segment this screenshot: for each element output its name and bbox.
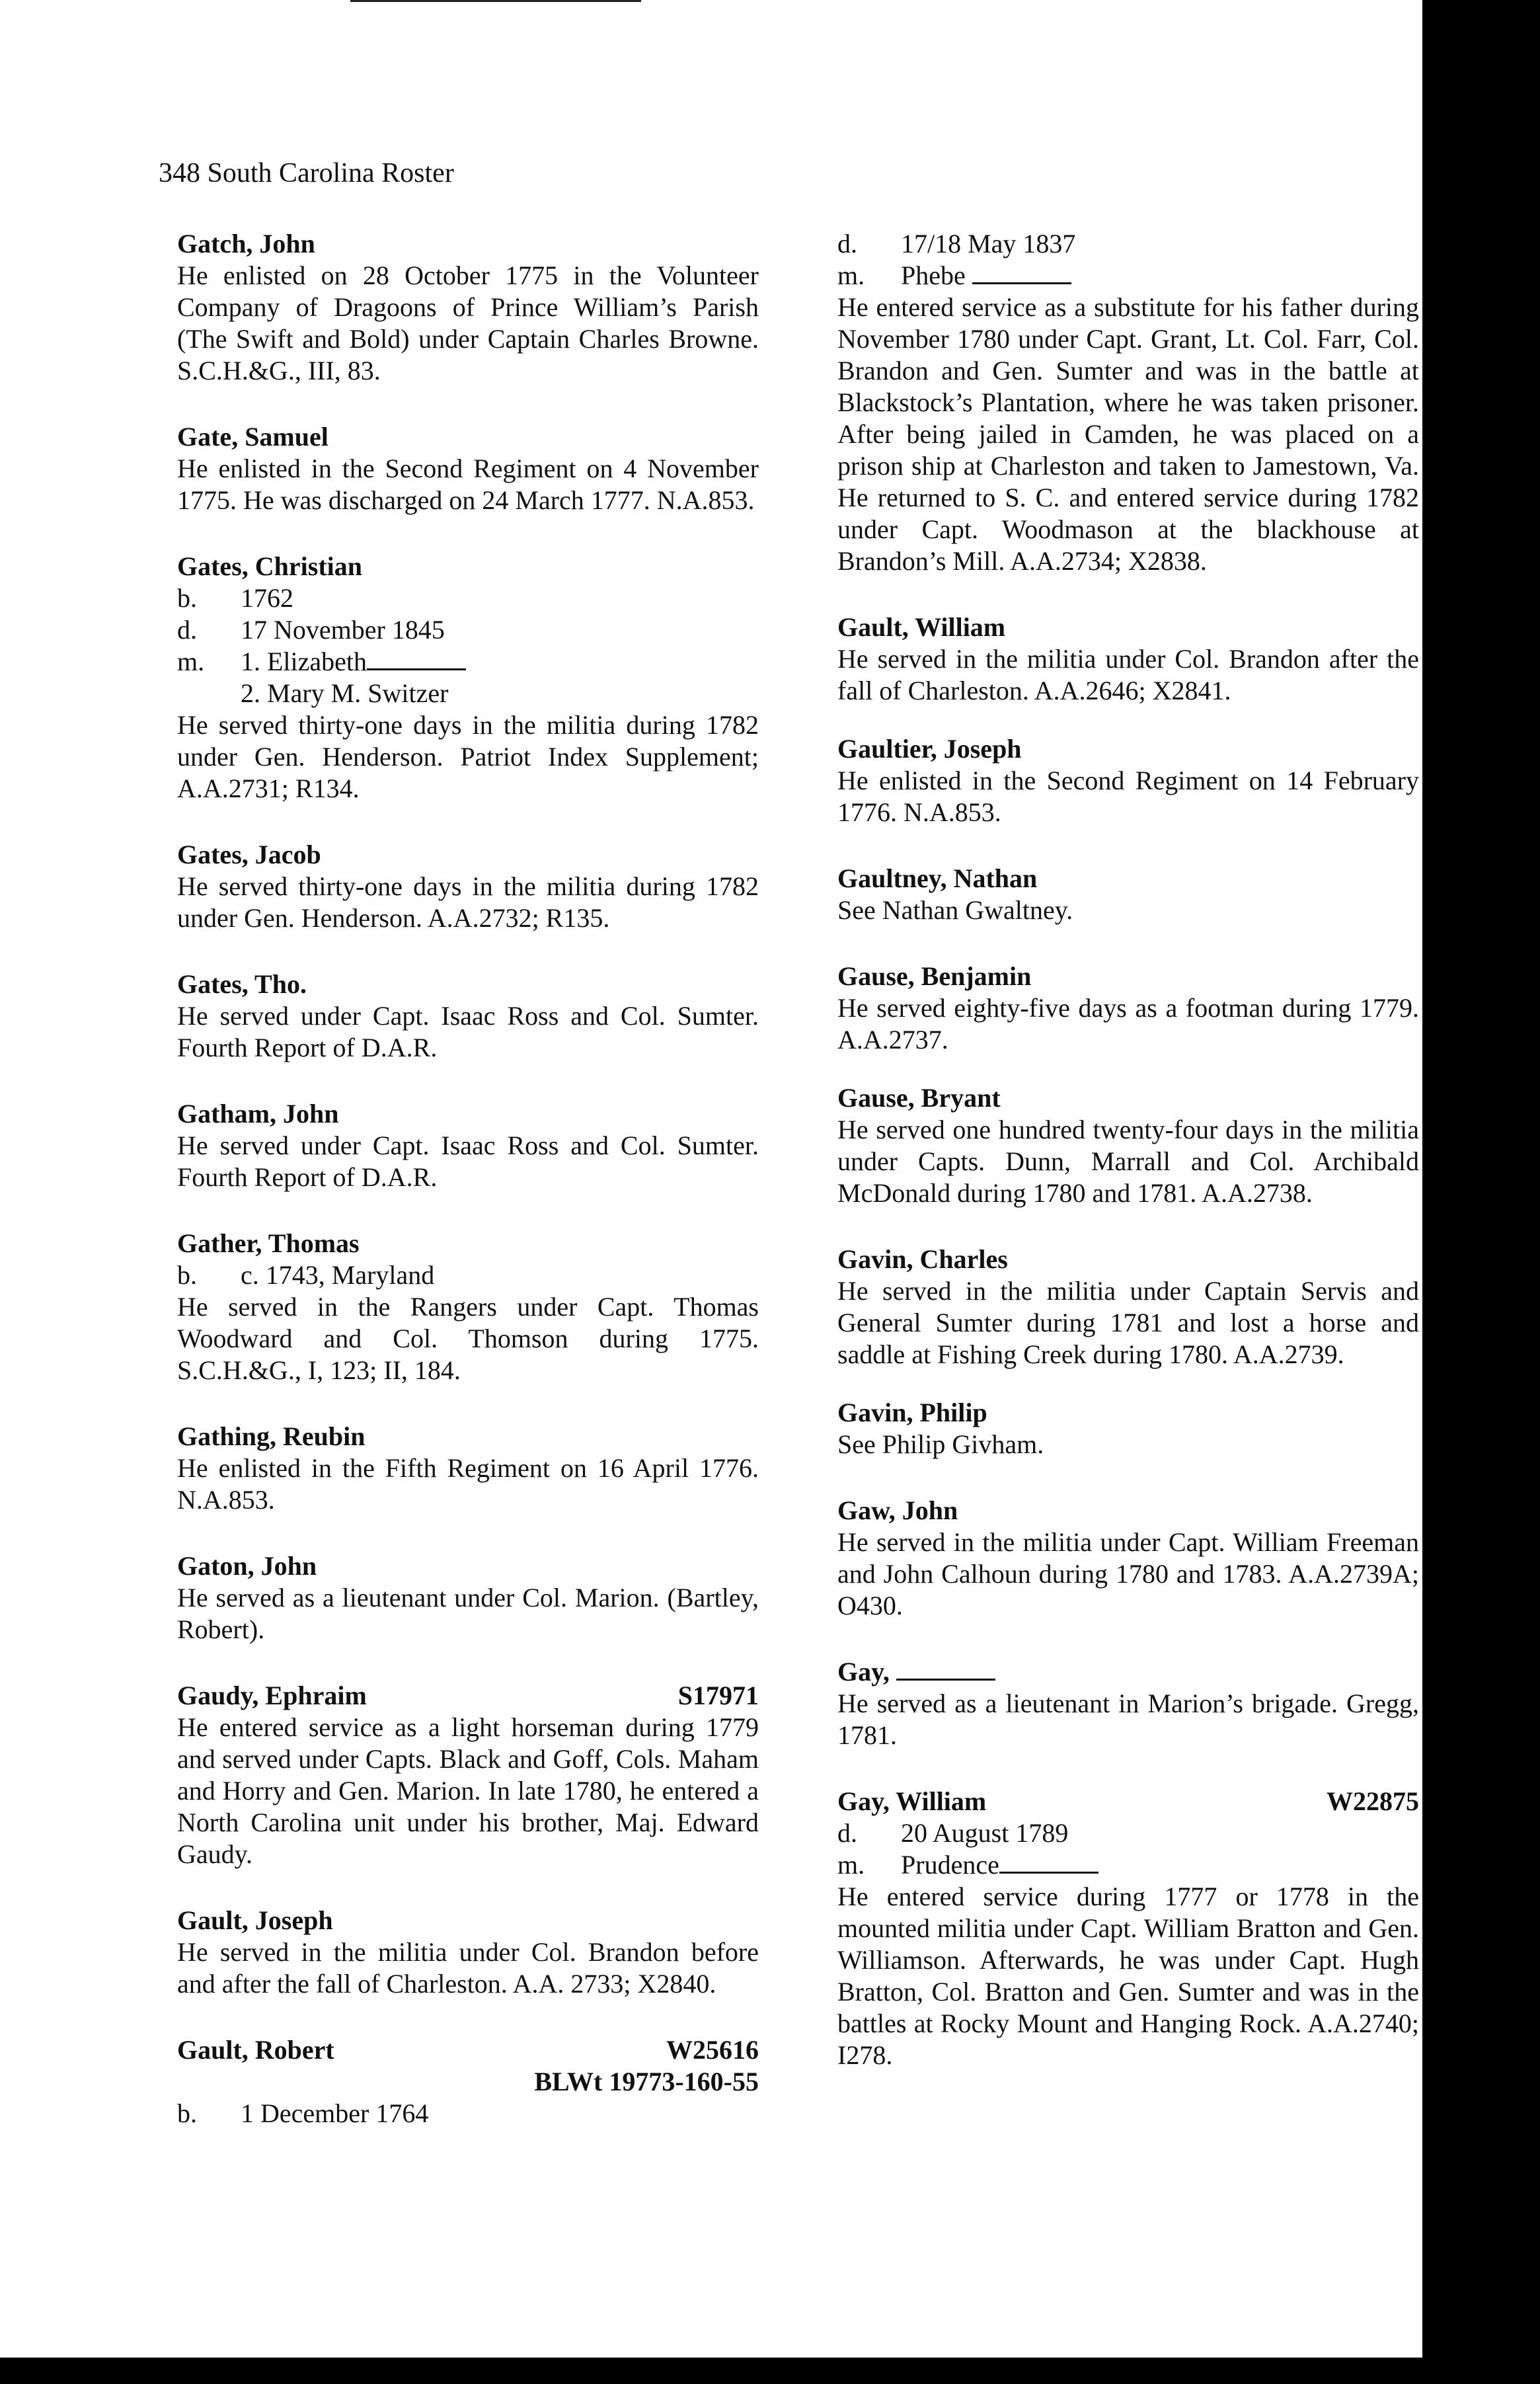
entry-name: Gatch, John [177, 229, 315, 258]
entry-gay-william [837, 1786, 1419, 2071]
entry-gaton-john [177, 1550, 759, 1646]
blank-line [972, 260, 1071, 284]
entry-name: Gault, William [837, 612, 1006, 642]
death-line: d. 20 August 1789 [837, 1818, 1069, 1848]
entry-gault-robert-continued [837, 228, 1419, 577]
entry-gay [837, 1656, 1419, 1751]
entry-text: He enlisted in the Second Regiment on 14 February 1776. N.A.853. [837, 766, 1419, 827]
entry-gault-robert [177, 2034, 759, 2129]
entry-text: See Philip Givham. [837, 1429, 1044, 1459]
entry-text: He enlisted in the Fifth Regiment on 16 April 1776. N.A.853. [177, 1453, 759, 1515]
entry-text: He served thirty-one days in the militia during 1782 under Gen. Henderson. A.A.2732; R135. [177, 871, 759, 933]
death-line: d. 17 November 1845 [177, 615, 445, 645]
file-number: S17971 [677, 1681, 759, 1710]
entry-text: He served in the militia under Captain Servis and General Sumter during 1781 and lost a horse and saddle at Fishing Creek during 1780. A.A.2739. [837, 1276, 1419, 1369]
entry-gault-joseph [177, 1905, 759, 2000]
entry-name: Gather, Thomas [177, 1228, 360, 1258]
entry-gathing-reubin [177, 1421, 759, 1516]
entry-name: Gate, Samuel [177, 422, 328, 452]
entry-gates-christian [177, 551, 759, 805]
entry-name: Gates, Jacob [177, 840, 321, 869]
entry-name: Gay, William W22875 [837, 1786, 1419, 1816]
entry-text: He served in the Rangers under Capt. Thomas Woodward and Col. Thomson during 1775. S.C.H.&G., I, 123; II, 184. [177, 1292, 759, 1385]
entry-name: Gavin, Charles [837, 1244, 1008, 1274]
bounty-land-number: BLWt 19773-160-55 [534, 2067, 759, 2096]
entry-name: Gates, Tho. [177, 969, 307, 999]
entry-gaultier-joseph [837, 733, 1419, 828]
entry-text: He entered service as a substitute for his father during November 1780 under Capt. Grant, Lt. Col. Farr, Col. Brandon and Gen. Sumter and was in the battle at Blackstock’s Plantation, where he was taken prisoner. After being jailed in Camden, he was placed on a prison ship at Charleston and taken to Jamestown, Va. He returned to S. C. and entered service during 1782 under Capt. Woodmason at the blackhouse at Brandon’s Mill. A.A.2734; X2838. [837, 292, 1419, 576]
marriage-line: m. Phebe [837, 260, 1419, 292]
entry-name: Gay, [837, 1656, 1419, 1688]
entry-gates-jacob [177, 839, 759, 934]
entry-gavin-philip [837, 1397, 1419, 1460]
entry-gause-benjamin [837, 961, 1419, 1056]
entry-gause-bryant [837, 1082, 1419, 1209]
entry-text: See Nathan Gwaltney. [837, 895, 1073, 925]
entry-name: Gaultier, Joseph [837, 734, 1022, 764]
entry-gavin-charles [837, 1244, 1419, 1371]
entry-name: Gatham, John [177, 1099, 339, 1129]
entry-gault-william [837, 612, 1419, 707]
scan-edge-right [1422, 0, 1540, 2384]
entry-text: He served in the militia under Capt. William Freeman and John Calhoun during 1780 and 1783. A.A.2739A; O430. [837, 1527, 1419, 1620]
entry-text: He served under Capt. Isaac Ross and Col. Sumter. Fourth Report of D.A.R. [177, 1001, 759, 1062]
entry-name: Gavin, Philip [837, 1398, 987, 1427]
birth-line: b. 1 December 1764 [177, 2098, 429, 2128]
death-line: d. 17/18 May 1837 [837, 229, 1076, 258]
birth-line: b. 1762 [177, 583, 293, 613]
entry-gates-tho [177, 969, 759, 1064]
entry-name: Gathing, Reubin [177, 1421, 366, 1451]
entry-text: He served as a lieutenant under Col. Marion. (Bartley, Robert). [177, 1583, 759, 1644]
entry-name: Gates, Christian [177, 551, 362, 581]
entry-name: Gault, Joseph [177, 1905, 333, 1935]
entry-name: Gaw, John [837, 1495, 958, 1525]
left-column [177, 228, 759, 2129]
entry-text: He served in the militia under Col. Brandon after the fall of Charleston. A.A.2646; X2841. [837, 644, 1419, 705]
entry-name: Gause, Benjamin [837, 961, 1032, 991]
marriage-line: m. Prudence [837, 1849, 1419, 1881]
entry-gaw-john [837, 1495, 1419, 1622]
entry-text: He entered service during 1777 or 1778 in the mounted militia under Capt. William Bratton and Gen. Williamson. Afterwards, he was under Capt. Hugh Bratton, Col. Bratton and Gen. Sumter and was in the battles at Rocky Mount and Hanging Rock. A.A.2740; I278. [837, 1882, 1419, 2070]
entry-name: Gause, Bryant [837, 1083, 1001, 1113]
entry-gatham-john [177, 1098, 759, 1193]
entry-text: He entered service as a light horseman during 1779 and served under Capts. Black and Goff, Cols. Maham and Horry and Gen. Marion. In late 1780, he entered a North Carolina unit under his brother, Maj. Edward Gaudy. [177, 1712, 759, 1869]
birth-line: b. c. 1743, Maryland [177, 1260, 435, 1290]
blank-line [896, 1656, 995, 1681]
entry-text: He enlisted in the Second Regiment on 4 November 1775. He was discharged on 24 March 1777. N.A.853. [177, 454, 759, 515]
entry-gatch-john [177, 228, 759, 387]
marriage-line-2: 2. Mary M. Switzer [241, 678, 449, 708]
entry-gather-thomas [177, 1228, 759, 1386]
file-number: W25616 [666, 2035, 759, 2065]
entry-gaudy-ephraim [177, 1680, 759, 1870]
entry-text: He served as a lieutenant in Marion’s brigade. Gregg, 1781. [837, 1689, 1419, 1750]
entry-name: Gault, Robert W25616 [177, 2035, 759, 2065]
blank-line [999, 1849, 1098, 1874]
entry-text: He enlisted on 28 October 1775 in the Volunteer Company of Dragoons of Prince William’s Parish (The Swift and Bold) under Captain Charles Browne. S.C.H.&G., III, 83. [177, 260, 759, 385]
blank-line [367, 646, 466, 670]
file-number: W22875 [1327, 1786, 1419, 1816]
top-rule [350, 0, 641, 2]
running-head: 348 South Carolina Roster [159, 158, 454, 188]
entry-name: Gaultney, Nathan [837, 863, 1038, 893]
scan-edge-bottom [0, 2358, 1540, 2384]
entry-name: Gaton, John [177, 1551, 317, 1581]
entry-name: Gaudy, Ephraim S17971 [177, 1681, 759, 1710]
entry-text: He served under Capt. Isaac Ross and Col. Sumter. Fourth Report of D.A.R. [177, 1131, 759, 1192]
entry-gaultney-nathan [837, 863, 1419, 926]
entry-text: He served thirty-one days in the militia during 1782 under Gen. Henderson. Patriot Index Supplement; A.A.2731; R134. [177, 710, 759, 803]
entry-text: He served one hundred twenty-four days in the militia under Capts. Dunn, Marrall and Col. Archibald McDonald during 1780 and 1781. A.A.2738. [837, 1115, 1419, 1208]
entry-gate-samuel [177, 421, 759, 516]
right-column [837, 228, 1419, 2071]
entry-text: He served in the militia under Col. Brandon before and after the fall of Charleston. A.A. 2733; X2840. [177, 1937, 759, 1999]
marriage-line: m. 1. Elizabeth [177, 646, 759, 678]
entry-text: He served eighty-five days as a footman during 1779. A.A.2737. [837, 993, 1419, 1054]
